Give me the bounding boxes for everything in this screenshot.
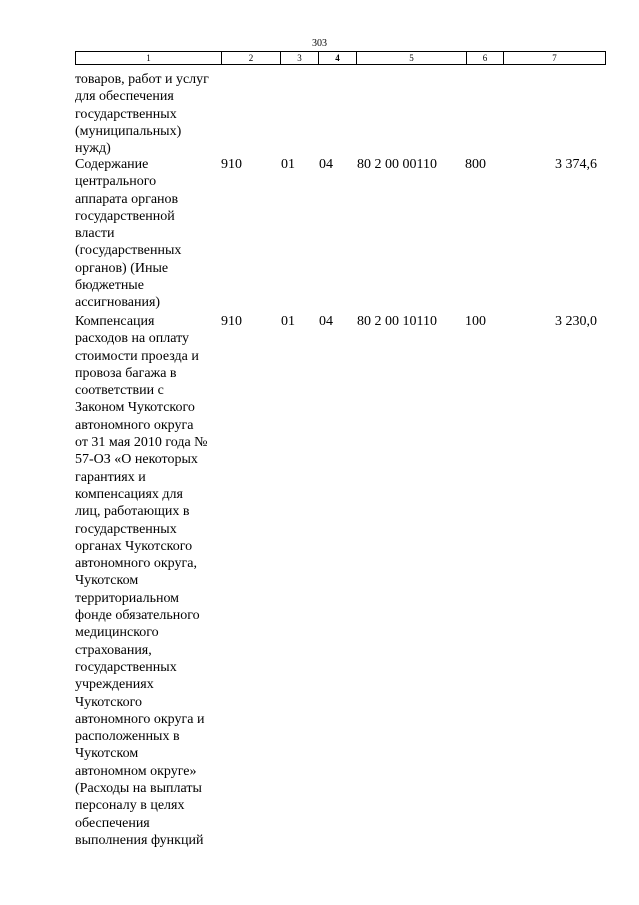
- column-header-5: 5: [357, 52, 467, 65]
- column-header-6: 6: [467, 52, 504, 65]
- column-header-table: [75, 51, 606, 65]
- page-number: 303: [312, 38, 327, 49]
- expense-type-code: 100: [465, 314, 486, 329]
- subsection-code: 04: [319, 314, 333, 329]
- amount: 3 230,0: [555, 314, 597, 329]
- column-header-3: 3: [281, 52, 319, 65]
- section-code: 01: [281, 314, 295, 329]
- target-item-code: 80 2 00 00110: [357, 157, 437, 172]
- row-description: товаров, работ и услуг для обеспечения государственных (муниципальных) нужд): [75, 72, 209, 157]
- amount: 3 374,6: [555, 157, 597, 172]
- row-description: Компенсация расходов на оплату стоимости проезда и провоза багажа в соответствии с Законом Чукотского автономного округа от 31 мая 2010 года № 57-ОЗ «О некоторых гарантиях и компенсациях для лиц, работающих в государственных органах Чукотского автономного округа, Чукотском территориальном фонде обязательного медицинского страхования, государственных учреждениях Чукотского автономного округа и расположенных в Чукотском автономном округе» (Расходы на выплаты персоналу в целях обеспечения выполнения функций: [75, 314, 208, 848]
- row-description: Содержание центрального аппарата органов государственной власти (государственных органов) (Иные бюджетные ассигнования): [75, 157, 182, 311]
- column-header-1: 1: [76, 52, 222, 65]
- column-header-row: [76, 52, 606, 65]
- expense-type-code: 800: [465, 157, 486, 172]
- target-item-code: 80 2 00 10110: [357, 314, 437, 329]
- ministry-code: 910: [221, 157, 242, 172]
- column-header-2: 2: [222, 52, 281, 65]
- ministry-code: 910: [221, 314, 242, 329]
- section-code: 01: [281, 157, 295, 172]
- column-header-4: 4: [319, 52, 357, 65]
- subsection-code: 04: [319, 157, 333, 172]
- column-header-7: 7: [504, 52, 606, 65]
